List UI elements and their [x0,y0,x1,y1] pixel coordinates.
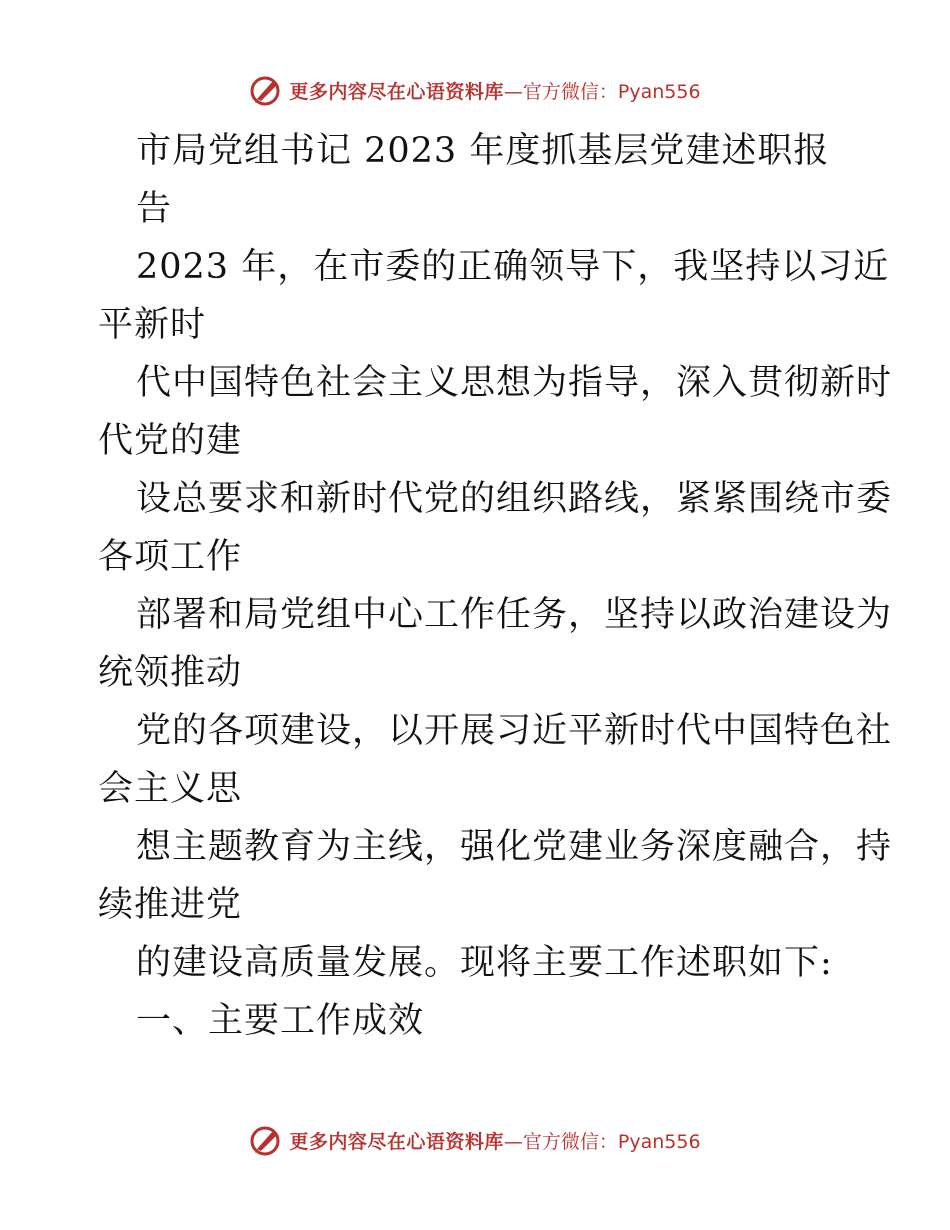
paragraph-line: 2023 年，在市委的正确领导下，我坚持以习近 [136,247,890,287]
document-body [98,122,893,1050]
banner-main-text: 更多内容尽在心语资料库 [289,80,504,103]
banner-main-text: 更多内容尽在心语资料库 [289,1130,504,1153]
paragraph-line: 党的各项建设，以开展习近平新时代中国特色社 [136,711,893,751]
paragraph-line: 平新时 [98,305,207,345]
banner-sub-text: —官方微信：Pyan556 [503,80,701,103]
paragraph-line: 想主题教育为主线，强化党建业务深度融合，持 [136,827,893,867]
paragraph-line: 代中国特色社会主义思想为指导，深入贯彻新时 [136,363,893,403]
pen-logo-icon [249,73,283,107]
banner-sub-text: —官方微信：Pyan556 [503,1130,701,1153]
paragraph-line: 各项工作 [98,537,243,577]
section-heading: 一、主要工作成效 [136,1001,425,1041]
paragraph-line: 的建设高质量发展。现将主要工作述职如下: [136,943,833,983]
document-title-line-1: 市局党组书记 2023 年度抓基层党建述职报 [136,131,830,171]
header-banner [0,70,950,110]
paragraph-line: 部署和局党组中心工作任务，坚持以政治建设为 [136,595,893,635]
footer-banner [0,1120,950,1160]
paragraph-line: 代党的建 [98,421,243,461]
paragraph-line: 会主义思 [98,769,243,809]
paragraph-line: 设总要求和新时代党的组织路线，紧紧围绕市委 [136,479,893,519]
paragraph-line: 续推进党 [98,885,243,925]
paragraph-line: 统领推动 [98,653,243,693]
document-title-line-2: 告 [136,189,173,229]
pen-logo-icon [249,1123,283,1157]
